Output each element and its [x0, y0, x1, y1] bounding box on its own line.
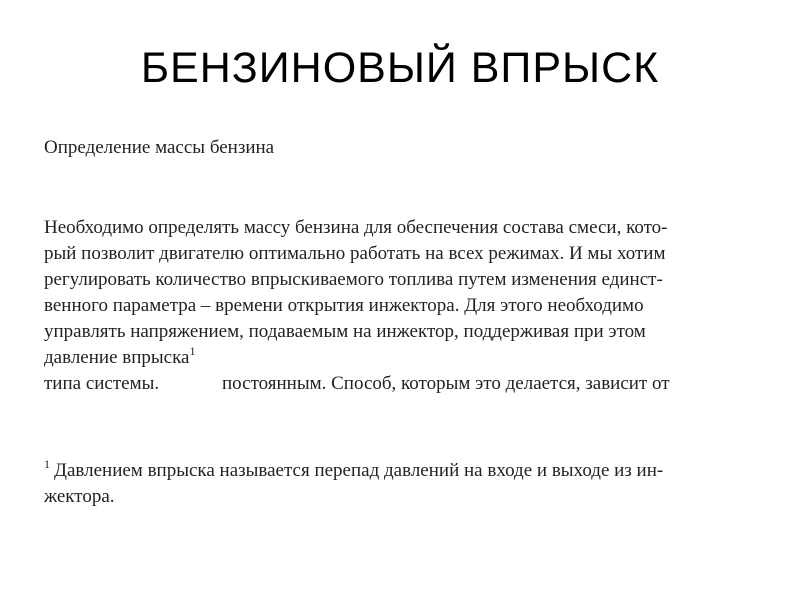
paragraph-line-2: рый позволит двигателю оптимально работать на всех режимах. И мы хотим: [44, 243, 666, 264]
paragraph-line-7: [44, 371, 774, 397]
footnote: [44, 458, 774, 510]
footnote-line-2: жектора.: [44, 486, 115, 507]
paragraph-line-6-text: давление впрыска: [44, 347, 190, 368]
paragraph-line-1: Необходимо определять массу бензина для обеспечения состава смеси, кото-: [44, 217, 668, 238]
body-paragraph: [44, 215, 774, 397]
paragraph-line-3: регулировать количество впрыскиваемого топлива путем изменения единст-: [44, 269, 663, 290]
slide-title: БЕНЗИНОВЫЙ ВПРЫСК: [140, 44, 660, 92]
paragraph-line-5: управлять напряжением, подаваемым на инжектор, поддерживая при этом: [44, 321, 646, 342]
footnote-line-1: [44, 458, 774, 484]
section-subtitle: Определение массы бензина: [44, 137, 275, 158]
footnote-mark: 1: [44, 457, 50, 471]
footnote-reference: 1: [189, 344, 196, 358]
paragraph-line-4: венного параметра – времени открытия инжектора. Для этого необходимо: [44, 295, 644, 316]
paragraph-line-7-left: типа системы.: [44, 373, 160, 394]
paragraph-line-7-right: постоянным. Способ, которым это делается, зависит от: [222, 373, 670, 394]
paragraph-line-6: [44, 345, 774, 371]
footnote-line-1-text: Давлением впрыска называется перепад давлений на входе и выходе из ин-: [54, 460, 664, 481]
